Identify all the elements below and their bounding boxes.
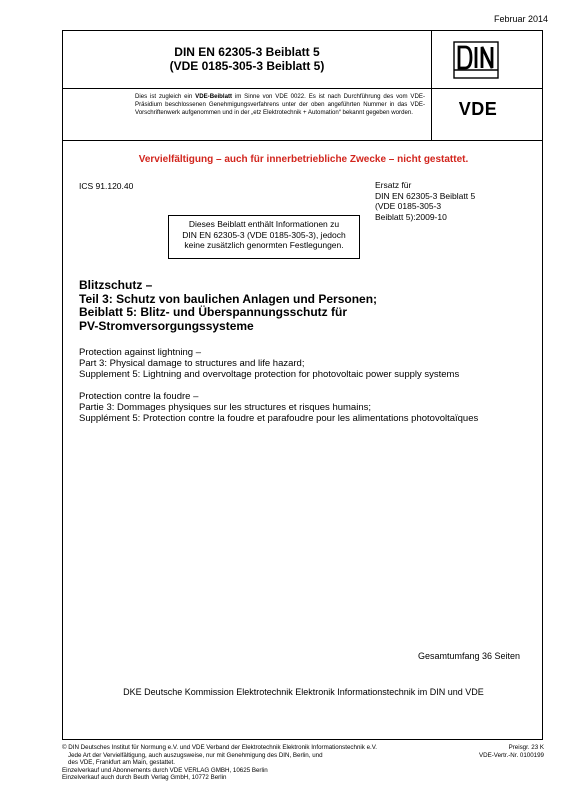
title-line: Blitzschutz – bbox=[79, 278, 153, 292]
title-line: Beiblatt 5: Blitz- und Überspannungsschutz für bbox=[79, 305, 348, 319]
info-line: Dieses Beiblatt enthält Informationen zu bbox=[188, 219, 340, 229]
document-number: DIN EN 62305-3 Beiblatt 5 bbox=[174, 45, 320, 59]
logo-column-divider bbox=[431, 31, 432, 140]
info-line: keine zusätzlich genormten Festlegungen. bbox=[184, 240, 344, 250]
title-line: Supplément 5: Protection contre la foudre et parafoudre pour les alimentations photovoltaïques bbox=[79, 413, 479, 424]
replaces-line: (VDE 0185-305-3 bbox=[375, 201, 442, 211]
replaces-block bbox=[375, 180, 475, 222]
german-title bbox=[79, 279, 499, 333]
price-block bbox=[479, 744, 544, 759]
french-title bbox=[79, 391, 541, 424]
footer-line: © DIN Deutsches Institut für Normung e.V. und VDE Verband der Elektrotechnik Elektronik Informationstechnik e.V. bbox=[62, 744, 378, 751]
dke-statement: DKE Deutsche Kommission Elektrotechnik Elektronik Informationstechnik im DIN und VDE bbox=[123, 687, 484, 697]
din-logo bbox=[453, 41, 499, 79]
info-line: DIN EN 62305-3 (VDE 0185-305-3), jedoch bbox=[182, 229, 346, 240]
order-number: VDE-Vertr.-Nr. 0100199 bbox=[479, 751, 544, 759]
title-line: Protection against lightning – bbox=[79, 347, 201, 358]
note-bold-term: VDE-Beiblatt bbox=[195, 93, 233, 100]
vde-classification: (VDE 0185-305-3 Beiblatt 5) bbox=[169, 59, 325, 73]
replaces-line: Beiblatt 5):2009-10 bbox=[375, 211, 447, 222]
replaces-line: DIN EN 62305-3 Beiblatt 5 bbox=[375, 190, 476, 201]
document-frame bbox=[62, 30, 543, 740]
footer-line: Einzelverkauf und Abonnements durch VDE VERLAG GMBH, 10625 Berlin bbox=[62, 766, 268, 774]
footer-line: Einzelverkauf auch durch Beuth Verlag GmbH, 10772 Berlin bbox=[62, 774, 227, 782]
header-divider bbox=[63, 88, 542, 89]
title-line: Teil 3: Schutz von baulichen Anlagen und Personen; bbox=[79, 291, 378, 306]
ics-code: ICS 91.120.40 bbox=[79, 181, 134, 191]
total-pages: Gesamtumfang 36 Seiten bbox=[417, 651, 520, 661]
header-bottom-rule bbox=[63, 140, 542, 141]
copyright-footer bbox=[62, 744, 424, 782]
publication-date: Februar 2014 bbox=[493, 14, 548, 24]
english-title bbox=[79, 347, 539, 380]
title-line: PV-Stromversorgungssysteme bbox=[79, 318, 254, 333]
vde-logo: VDE bbox=[458, 99, 498, 119]
note-prefix: Dies ist zugleich ein bbox=[135, 93, 196, 100]
footer-line: des VDE, Frankfurt am Main, gestattet. bbox=[68, 759, 175, 767]
footer-line: Jede Art der Vervielfältigung, auch auszugsweise, nur mit Genehmigung des DIN, Berlin, und bbox=[68, 751, 323, 759]
price-group: Preisgr. 23 K bbox=[508, 744, 544, 751]
title-line: Part 3: Physical damage to structures and life hazard; bbox=[79, 358, 305, 369]
replaces-line: Ersatz für bbox=[375, 180, 412, 190]
copy-warning: Vervielfältigung – auch für innerbetriebliche Zwecke – nicht gestattet. bbox=[138, 154, 469, 165]
info-box bbox=[168, 215, 360, 259]
title-line: Partie 3: Dommages physiques sur les structures et risques humains; bbox=[79, 402, 371, 413]
vde-supplement-note bbox=[135, 93, 425, 117]
title-line: Protection contre la foudre – bbox=[79, 391, 199, 402]
note-rest: im Sinne von VDE 0022. Es ist nach Durchführung des vom VDE-Präsidium beschlossenen Genehmigungsverfahrens unter der oben angeführten Nummer in das VDE-Vorschriftenwerk aufgenommen und in der „etz Elektrotechnik + Automation“ bekannt gegeben worden. bbox=[135, 93, 425, 116]
title-line: Supplement 5: Lightning and overvoltage protection for photovoltaic power supply systems bbox=[79, 369, 460, 380]
